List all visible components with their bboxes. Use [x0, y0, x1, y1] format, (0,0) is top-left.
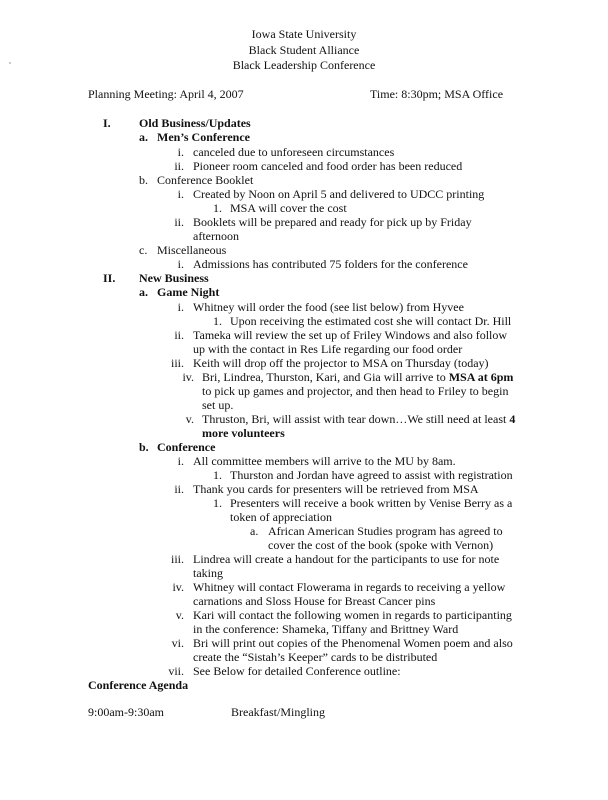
s2-a4-text-line3: set up. [202, 398, 234, 412]
s2-b1a-label: 1. [213, 468, 222, 482]
s2-a2-label: ii. [174, 328, 184, 342]
s2-b2a-text-line2: token of appreciation [230, 510, 332, 524]
s2-a5-label: v. [185, 412, 194, 426]
s2-a5-text-plain: Thruston, Bri, will assist with tear down…We still need at least [202, 412, 510, 426]
s2-b1a-text: Thurston and Jordan have agreed to assist with registration [230, 468, 513, 482]
s1-b1-text: Created by Noon on April 5 and delivered to UDCC printing [193, 187, 485, 201]
section-1-number: I. [103, 116, 111, 130]
s2-b2-text: Thank you cards for presenters will be retrieved from MSA [193, 482, 479, 496]
s2-b4-text-line1: Whitney will contact Flowerama in regards to receiving a yellow [193, 580, 506, 594]
s1-c-title: Miscellaneous [157, 243, 227, 257]
s2-b2a-text-line1: Presenters will receive a book written by Venise Berry as a [230, 496, 513, 510]
s1-b1a-text: MSA will cover the cost [230, 201, 347, 215]
s1-b-title: Conference Booklet [157, 173, 254, 187]
agenda-time: 9:00am-9:30am [88, 705, 164, 719]
s2-b7-text: See Below for detailed Conference outline: [193, 664, 401, 678]
s2-a4-text-line2: to pick up games and projector, and then head to Friley to begin [202, 384, 509, 398]
header-university: Iowa State University [251, 27, 357, 41]
s1-b1-label: i. [177, 187, 184, 201]
s1-b2-text-line2: afternoon [193, 229, 239, 243]
s2-b6-text-line1: Bri will print out copies of the Phenomenal Women poem and also [193, 636, 513, 650]
s2-b5-label: v. [175, 608, 184, 622]
s2-b4-text-line2: carnations and Sloss House for Breast Cancer pins [193, 594, 436, 608]
s1-b-label: b. [139, 173, 148, 187]
meeting-date: Planning Meeting: April 4, 2007 [88, 87, 244, 101]
s2-b2a1-text-line2: cover the cost of the book (spoke with Vernon) [268, 538, 494, 552]
s2-a4-text-bold: MSA at 6pm [448, 370, 514, 384]
s2-a3-label: iii. [170, 356, 184, 370]
s2-a1a-label: 1. [213, 314, 222, 328]
s2-a1-label: i. [177, 300, 184, 314]
s2-b6-text-line2: create the “Sistah’s Keeper” cards to be distributed [193, 650, 438, 664]
s2-b2a1-label: a. [250, 524, 259, 538]
section-1-title: Old Business/Updates [139, 116, 251, 130]
s1-a1-label: i. [177, 145, 184, 159]
s2-a5-text-line2: more volunteers [202, 426, 285, 440]
s2-b3-text-line2: taking [193, 566, 223, 580]
s2-a5-text-bold: 4 [509, 412, 516, 426]
s2-b3-label: iii. [170, 552, 184, 566]
s2-a2-text-line2: up with the contact in Res Life regarding our food order [193, 342, 463, 356]
s1-a2-text: Pioneer room canceled and food order has been reduced [193, 159, 463, 173]
s2-b-label: b. [139, 440, 149, 454]
header-organization: Black Student Alliance [248, 43, 360, 57]
s2-b1-text: All committee members will arrive to the MU by 8am. [193, 454, 456, 468]
s1-c-label: c. [139, 243, 148, 257]
s2-b4-label: iv. [172, 580, 184, 594]
s2-a4-text-plain: Bri, Lindrea, Thurston, Kari, and Gia will arrive to [202, 370, 449, 384]
s1-a-title: Men’s Conference [157, 130, 250, 144]
s2-b2a-label: 1. [213, 496, 222, 510]
s2-b7-label: vii. [168, 664, 184, 678]
s2-a4-label: iv. [182, 370, 194, 384]
agenda-heading: Conference Agenda [88, 678, 189, 692]
s1-a-label: a. [139, 130, 148, 144]
s1-c1-label: i. [177, 257, 184, 271]
s2-b-title: Conference [157, 440, 216, 454]
s2-a1a-text: Upon receiving the estimated cost she will contact Dr. Hill [230, 314, 512, 328]
s2-a5-text-line1 [202, 413, 515, 425]
header-conference: Black Leadership Conference [232, 58, 376, 72]
s1-b2-label: ii. [174, 215, 184, 229]
s2-b2-label: ii. [174, 482, 184, 496]
s1-b2-text-line1: Booklets will be prepared and ready for pick up by Friday [193, 215, 472, 229]
s2-a2-text-line1: Tameka will review the set up of Friley Windows and also follow [193, 328, 508, 342]
s1-b1a-label: 1. [213, 201, 222, 215]
s2-b1-label: i. [177, 454, 184, 468]
s2-b5-text-line1: Kari will contact the following women in regards to participanting [193, 608, 512, 622]
s2-b5-text-line2: in the conference: Shameka, Tiffany and Brittney Ward [193, 622, 459, 636]
s2-b6-label: vi. [171, 636, 184, 650]
s2-b3-text-line1: Lindrea will create a handout for the participants to use for note [193, 552, 500, 566]
section-2-title: New Business [139, 271, 209, 285]
s2-a4-text-line1 [202, 371, 513, 383]
section-2-number: II. [103, 271, 116, 285]
s2-a1-text: Whitney will order the food (see list below) from Hyvee [193, 300, 464, 314]
s2-a-title: Game Night [157, 285, 220, 299]
s1-a1-text: canceled due to unforeseen circumstances [193, 145, 395, 159]
s2-a3-text: Keith will drop off the projector to MSA on Thursday (today) [193, 356, 489, 370]
s1-a2-label: ii. [174, 159, 184, 173]
s2-a-label: a. [139, 285, 148, 299]
s2-b2a1-text-line1: African American Studies program has agreed to [268, 524, 503, 538]
s1-c1-text: Admissions has contributed 75 folders for the conference [193, 257, 468, 271]
meeting-time: Time: 8:30pm; MSA Office [370, 87, 504, 101]
agenda-item: Breakfast/Mingling [231, 705, 325, 719]
